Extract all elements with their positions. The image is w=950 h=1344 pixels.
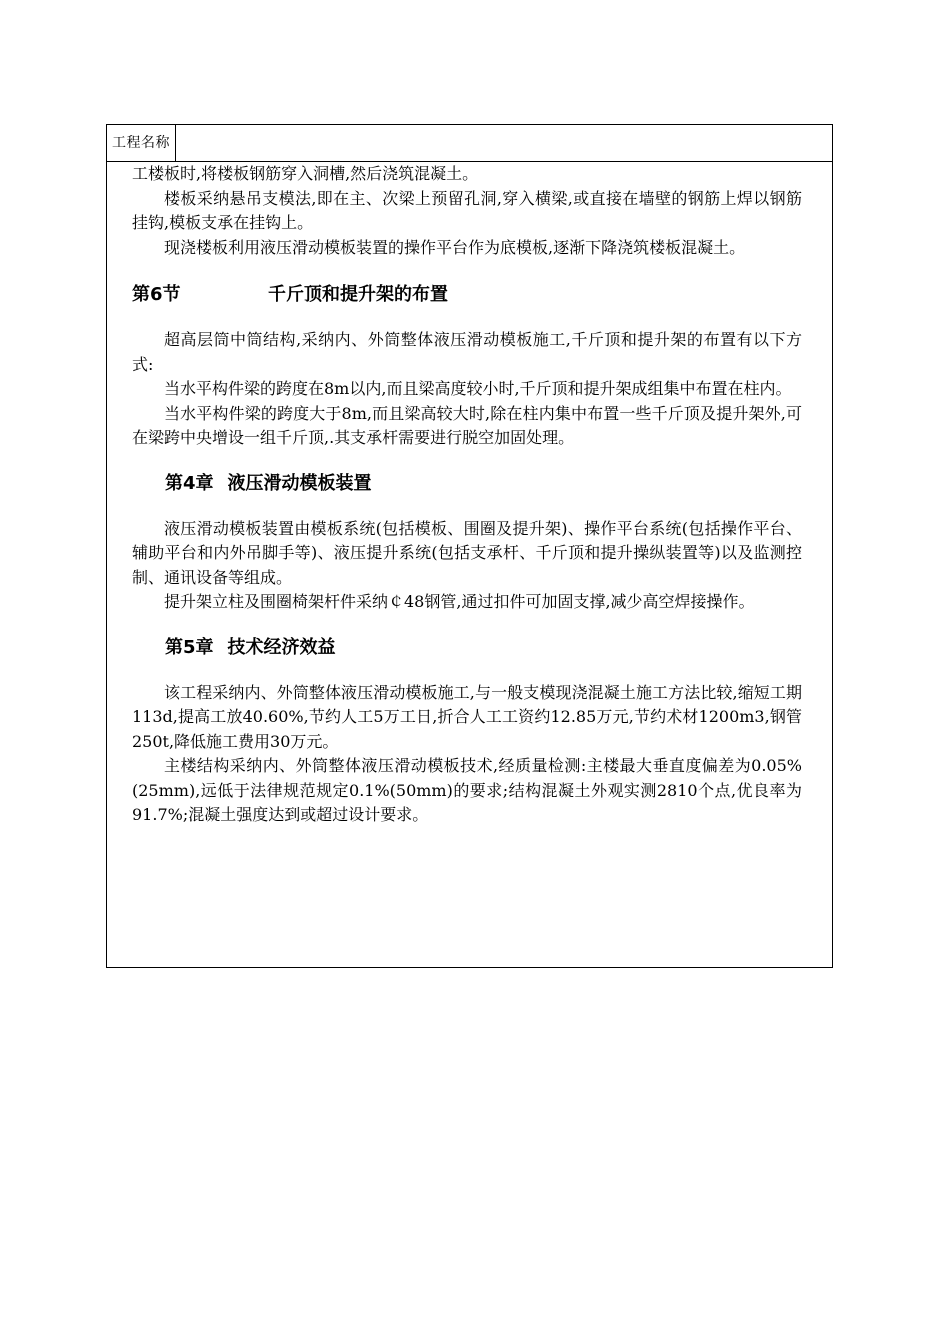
section-number: 第6节 — [132, 284, 181, 305]
project-name-label: 工程名称 — [107, 125, 176, 161]
document-body — [132, 162, 802, 828]
project-name-value — [177, 125, 832, 161]
paragraph: 提升架立柱及围圈椅架杆件采纳￠48钢管,通过扣件可加固支撑,减少高空焊接操作。 — [164, 592, 755, 611]
paragraph: 液压滑动模板装置由模板系统(包括模板、围圈及提升架)、操作平台系统(包括操作平台、辅助平台和内外吊脚手等)、液压提升系统(包括支承杆、千斤顶和提升操纵装置等)以及监测控制、通讯设备等组成。 — [132, 518, 802, 587]
paragraph: 该工程采纳内、外筒整体液压滑动模板施工,与一般支模现浇混凝土施工方法比较,缩短工期113d,提高工放40.60%,节约人工5万工日,折合人工工资约12.85万元,节约术材1200m3,钢管250t,降低施工费用30万元。 — [132, 682, 802, 751]
paragraph: 楼板采纳悬吊支模法,即在主、次梁上预留孔洞,穿入横梁,或直接在墙壁的钢筋上焊以钢筋挂钩,模板支承在挂钩上。 — [132, 188, 802, 232]
paragraph: 超高层筒中筒结构,采纳内、外筒整体液压滑动模板施工,千斤顶和提升架的布置有以下方式: — [132, 330, 802, 374]
header-row — [107, 125, 832, 162]
chapter-title: 液压滑动模板装置 — [227, 472, 372, 494]
paragraph: 主楼结构采纳内、外筒整体液压滑动模板技术,经质量检测:主楼最大垂直度偏差为0.05%(25mm),远低于法律规范规定0.1%(50mm)的要求;结构混凝土外观实测2810个点,优良率为91.7%;混凝土强度达到或超过设计要求。 — [132, 756, 802, 824]
chapter-number: 第5章 — [165, 636, 214, 658]
section-heading — [132, 282, 802, 308]
chapter-heading — [132, 471, 802, 497]
chapter-heading — [132, 635, 802, 661]
paragraph: 现浇楼板利用液压滑动模板装置的操作平台作为底模板,逐渐下降浇筑楼板混凝土。 — [164, 237, 746, 257]
chapter-number: 第4章 — [165, 472, 214, 494]
paragraph: 当水平构件梁的跨度在8m以内,而且梁高度较小时,千斤顶和提升架成组集中布置在柱内。 — [164, 379, 792, 398]
document-table — [106, 124, 833, 968]
paragraph: 工楼板时,将楼板钢筋穿入洞槽,然后浇筑混凝土。 — [132, 164, 479, 183]
chapter-title: 技术经济效益 — [227, 636, 336, 658]
paragraph: 当水平构件梁的跨度大于8m,而且梁高较大时,除在柱内集中布置一些千斤顶及提升架外,可在梁跨中央增设一组千斤顶,.其支承杆需要进行脱空加固处理。 — [132, 403, 802, 447]
section-title: 千斤顶和提升架的布置 — [268, 284, 448, 305]
